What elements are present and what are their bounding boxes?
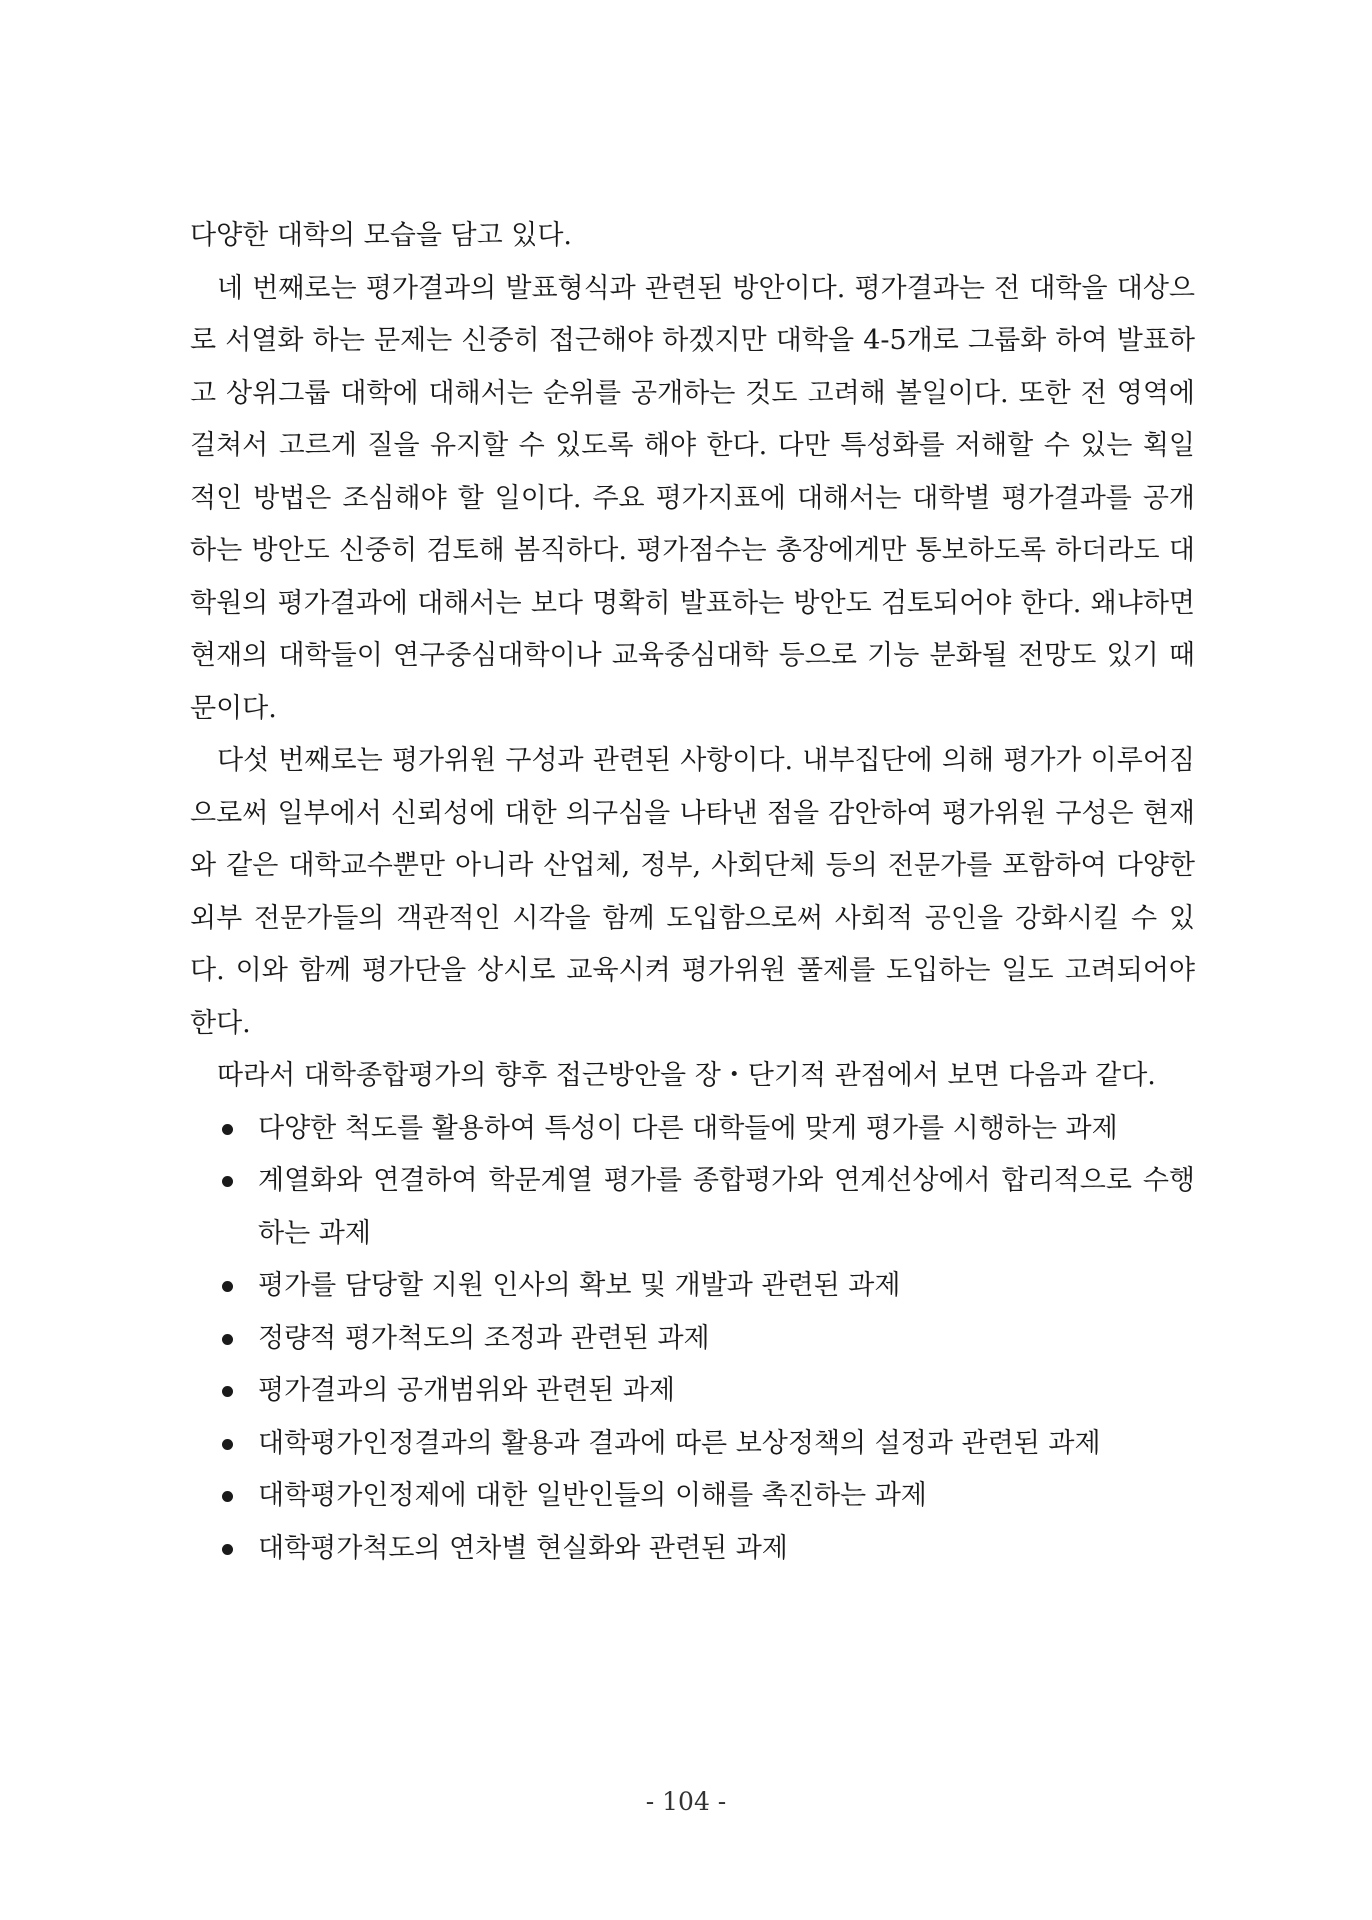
paragraph-approach-intro: 따라서 대학종합평가의 향후 접근방안을 장・단기적 관점에서 보면 다음과 같다. (217, 1060, 1156, 1091)
list-item-text: 평가를 담당할 지원 인사의 확보 및 개발과 관련된 과제 (258, 1270, 901, 1301)
bullet-icon (222, 1281, 233, 1292)
bullet-icon (222, 1544, 233, 1555)
bullet-icon (222, 1124, 233, 1135)
paragraph-fifth: 다섯 번째로는 평가위원 구성과 관련된 사항이다. 내부집단에 의해 평가가 이루어짐으로써 일부에서 신뢰성에 대한 의구심을 나타낸 점을 감안하여 평가위원 구성은 현재와 같은 대학교수뿐만 아니라 산업체, 정부, 사회단체 등의 전문가를 포함하여 다양한 외부 전문가들의 객관적인 시각을 함께 도입함으로써 사회적 공인을 강화시킬 수 있다. 이와 함께 평가단을 상시로 교육시켜 평가위원 풀제를 도입하는 일도 고려되어야 한다. (190, 745, 1195, 1039)
page-number: - 104 - (645, 1787, 727, 1816)
list-item (190, 1103, 1195, 1156)
list-item (190, 1418, 1195, 1471)
list-item (190, 1470, 1195, 1523)
list-item (190, 1523, 1195, 1576)
list-item-text: 다양한 척도를 활용하여 특성이 다른 대학들에 맞게 평가를 시행하는 과제 (258, 1112, 1118, 1144)
list-item-text: 대학평가척도의 연차별 현실화와 관련된 과제 (258, 1532, 788, 1564)
bullet-icon (222, 1491, 233, 1502)
list-item (190, 1155, 1195, 1260)
list-item-text: 대학평가인정제에 대한 일반인들의 이해를 촉진하는 과제 (258, 1480, 927, 1511)
list-item (190, 1260, 1195, 1313)
list-item (190, 1313, 1195, 1366)
task-list (190, 1103, 1195, 1576)
bullet-icon (222, 1334, 233, 1345)
list-item-text: 계열화와 연결하여 학문계열 평가를 종합평가와 연계선상에서 합리적으로 수행하는 과제 (258, 1165, 1195, 1249)
list-item-text: 대학평가인정결과의 활용과 결과에 따른 보상정책의 설정과 관련된 과제 (258, 1427, 1101, 1459)
bullet-icon (222, 1176, 233, 1187)
bullet-icon (222, 1439, 233, 1450)
paragraph-continuation: 다양한 대학의 모습을 담고 있다. (190, 220, 572, 251)
body-text (190, 210, 1195, 1575)
list-item-text: 정량적 평가척도의 조정과 관련된 과제 (258, 1322, 710, 1354)
bullet-icon (222, 1386, 233, 1397)
paragraph-fourth: 네 번째로는 평가결과의 발표형식과 관련된 방안이다. 평가결과는 전 대학을 대상으로 서열화 하는 문제는 신중히 접근해야 하겠지만 대학을 4-5개로 그룹화 하여 발표하고 상위그룹 대학에 대해서는 순위를 공개하는 것도 고려해 볼일이다. 또한 전 영역에 걸쳐서 고르게 질을 유지할 수 있도록 해야 한다. 다만 특성화를 저해할 수 있는 획일적인 방법은 조심해야 할 일이다. 주요 평가지표에 대해서는 대학별 평가결과를 공개하는 방안도 신중히 검토해 봄직하다. 평가점수는 총장에게만 통보하도록 하더라도 대학원의 평가결과에 대해서는 보다 명확히 발표하는 방안도 검토되어야 한다. 왜냐하면 현재의 대학들이 연구중심대학이나 교육중심대학 등으로 기능 분화될 전망도 있기 때문이다. (190, 272, 1195, 724)
list-item-text: 평가결과의 공개범위와 관련된 과제 (258, 1375, 675, 1406)
list-item (190, 1365, 1195, 1418)
